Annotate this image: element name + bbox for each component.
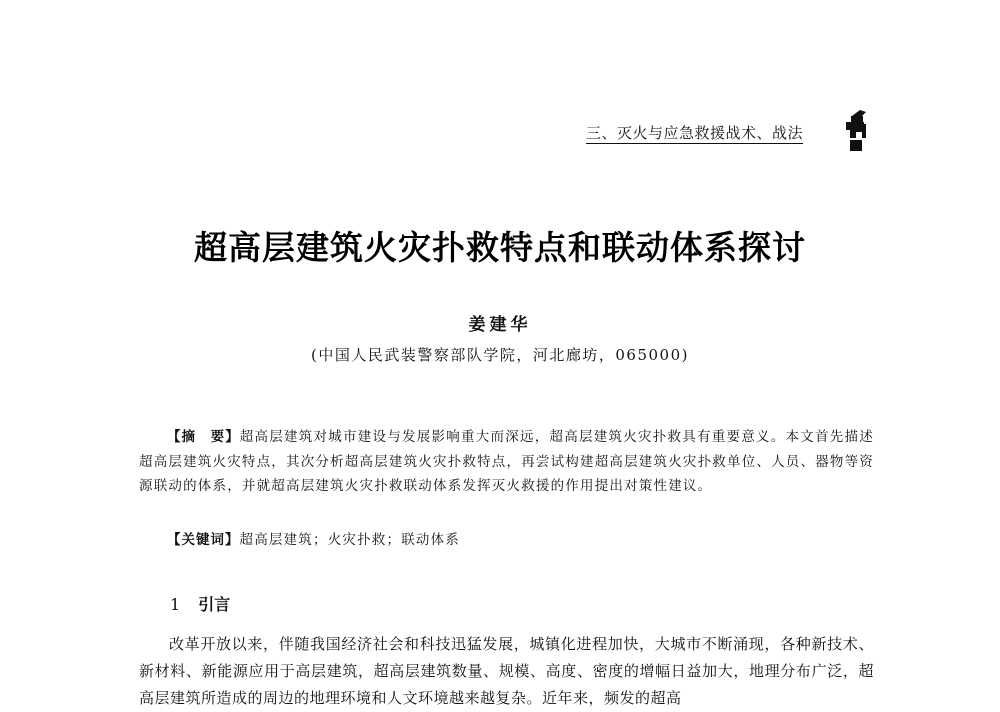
section-number: 1 [170,595,181,614]
body-paragraph: 改革开放以来，伴随我国经济社会和科技迅猛发展，城镇化进程加快，大城市不断涌现，各种新技术、新材料、新能源应用于高层建筑，超高层建筑数量、规模、高度、密度的增幅日益加大，地理分布广泛，超高层建筑所造成的周边的地理环境和人文环境越来越复杂。近年来，频发的超高 [139,635,874,707]
paper-title: 超高层建筑火灾扑救特点和联动体系探讨 [194,228,806,267]
running-header: 三、灭火与应急救援战术、战法 [586,124,804,142]
abstract-label: 【摘 要】 [167,429,240,445]
section-title: 引言 [198,595,231,614]
abstract-text: 超高层建筑对城市建设与发展影响重大而深远，超高层建筑火灾扑救具有重要意义。本文首先描述超高层建筑火灾特点，其次分析超高层建筑火灾扑救特点，再尝试构建超高层建筑火灾扑救单位、人员、器物等资源联动的体系，并就超高层建筑火灾扑救联动体系发挥灭火救援的作用提出对策性建议。 [139,429,875,495]
keywords [167,530,872,550]
abstract [139,425,874,499]
section-heading [170,595,230,615]
keywords-text: 超高层建筑；火灾扑救；联动体系 [239,532,460,548]
fire-extinguisher-icon [842,108,870,152]
author-name: 姜建华 [468,315,532,335]
author-affiliation: (中国人民武装警察部队学院，河北廊坊，065000) [311,346,689,364]
keywords-label: 【关键词】 [167,532,240,548]
